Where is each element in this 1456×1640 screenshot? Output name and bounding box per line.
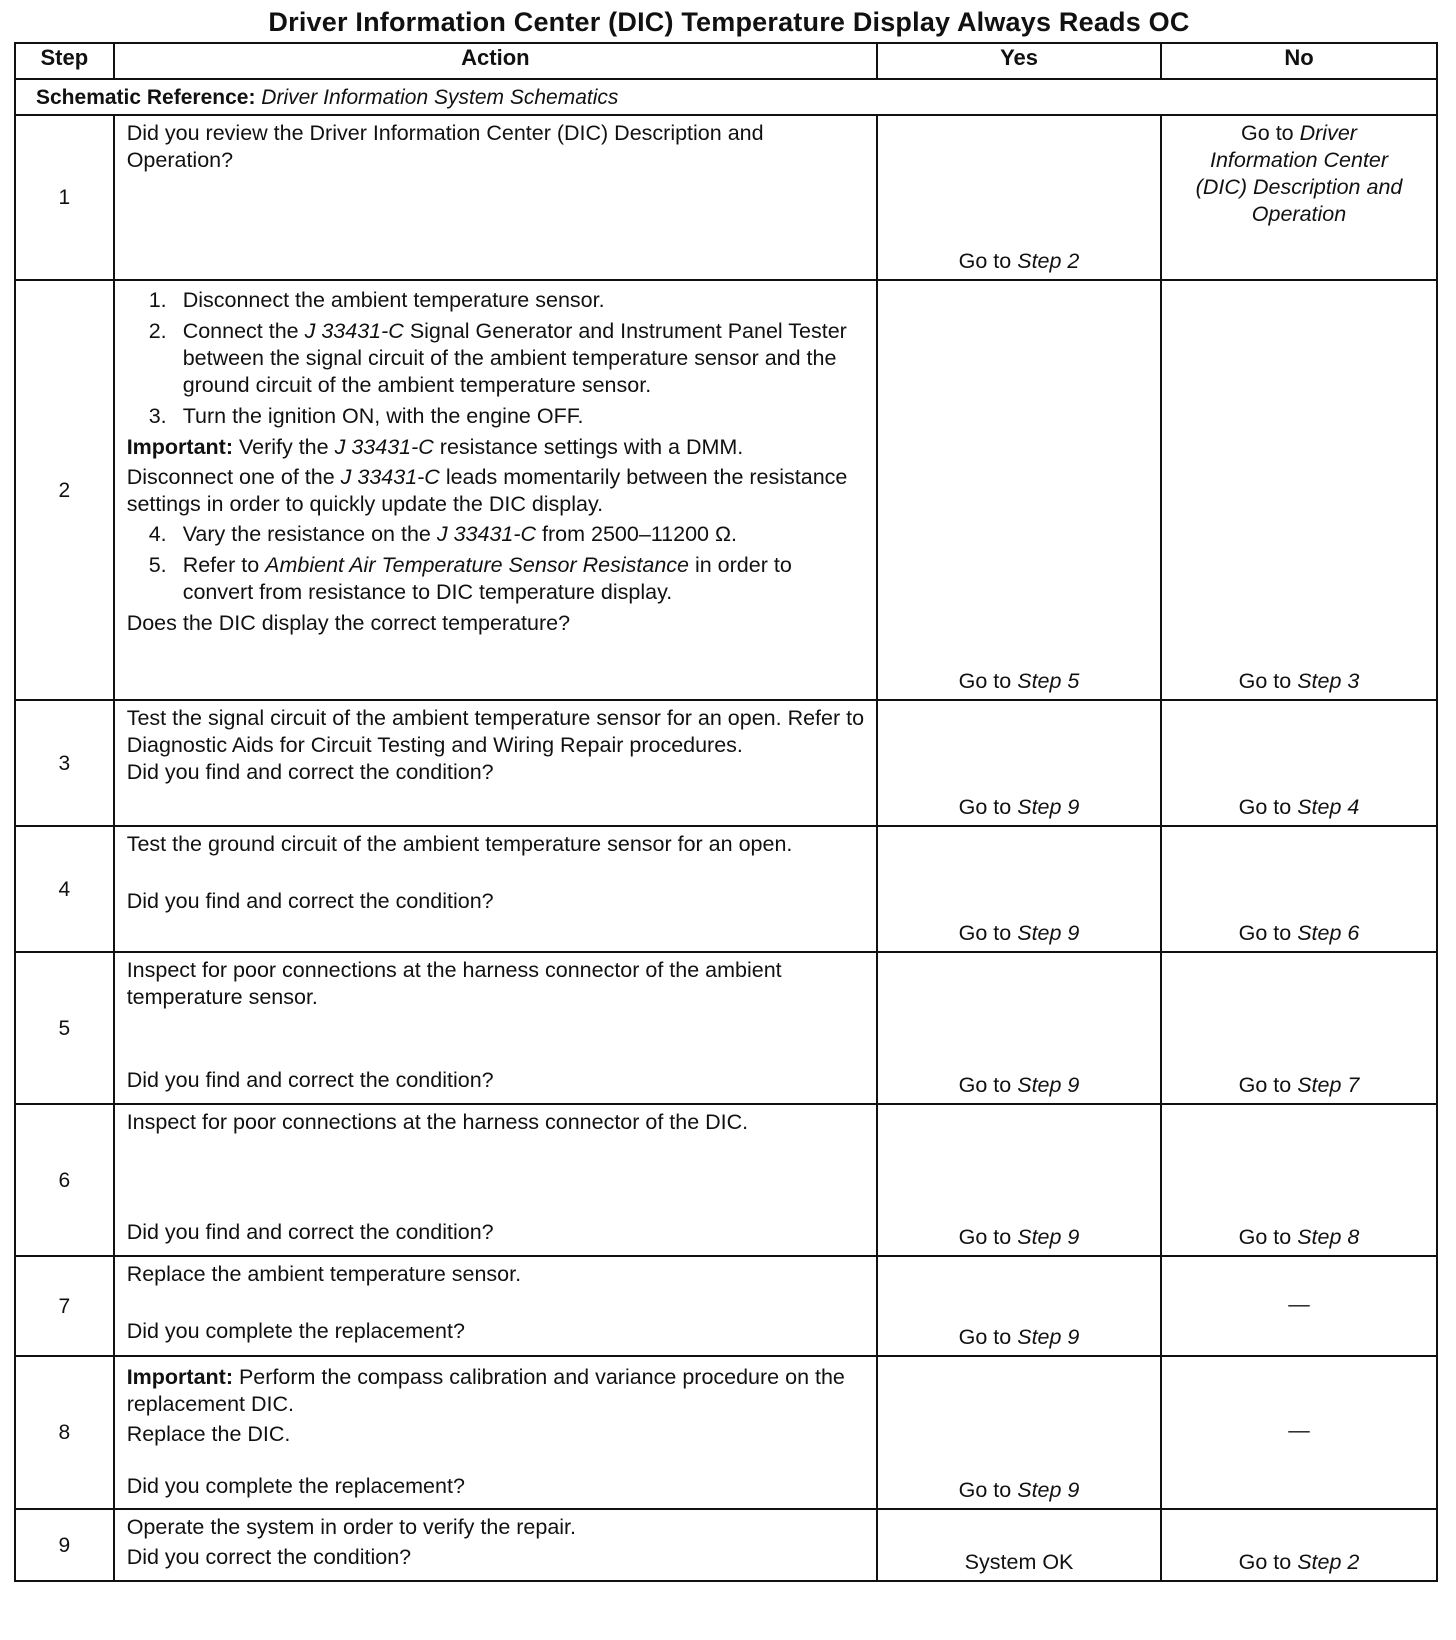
yes-cell [877,952,1161,1104]
no-dash: — [1288,1418,1310,1442]
no-cell [1161,952,1437,1104]
table-row [15,1356,1437,1509]
list-item-text: Turn the ignition ON, with the engine OFF. [182,404,584,428]
yes-cell [877,1356,1161,1509]
action-cell [114,115,877,280]
step-number: 4 [15,826,114,952]
action-text: Inspect for poor connections at the harness connector of the ambient temperature sensor. [126,958,782,1009]
question-text: Did you find and correct the condition? [126,760,494,784]
action-cell [114,1356,877,1509]
go-to-label: Go to [958,1225,1012,1249]
question-text: Did you find and correct the condition? [126,1220,494,1244]
go-to-label: Go to [958,1325,1012,1349]
action-cell [114,700,877,826]
important-label: Important: [126,435,233,459]
list-item-text: Disconnect the ambient temperature sensor. [182,288,605,312]
table-row [15,826,1437,952]
note-text: leads momentarily between the resistance settings in order to quickly update the DIC display. [126,465,848,516]
note-text: Perform the compass calibration and variance procedure on the replacement DIC. [126,1365,845,1416]
table-header-row [15,43,1437,79]
list-item: 2. Connect the J 33431-C Signal Generator and Instrument Panel Tester between the signal circuit of the ambient temperature sensor and the ground circuit of the ambient temperature sensor. [148,319,847,397]
note-text: resistance settings with a DMM. [439,435,744,459]
no-cell [1161,1256,1437,1356]
yes-cell [877,826,1161,952]
no-step-link[interactable]: Step 2 [1297,1550,1360,1574]
action-text: Test the ground circuit of the ambient temperature sensor for an open. [126,832,793,856]
no-cell [1161,115,1437,280]
list-item: 1. Disconnect the ambient temperature sensor. [148,288,605,312]
yes-cell [877,1256,1161,1356]
schematic-label: Schematic Reference: [36,86,256,109]
important-note [127,1364,866,1418]
table-row [15,952,1437,1104]
yes-step-link[interactable]: Step 9 [1017,1073,1080,1097]
go-to-label: Go to [1238,795,1292,819]
no-step-link[interactable]: Driver Information Center (DIC) Description and Operation [1195,121,1403,226]
yes-step-link[interactable]: Step 9 [1017,1225,1080,1249]
important-label: Important: [126,1365,233,1389]
no-cell [1161,700,1437,826]
tool-reference: J 33431-C [334,435,434,459]
table-row [15,700,1437,826]
yes-step-link[interactable]: Step 9 [1017,1478,1080,1502]
header-action: Action [114,43,877,79]
go-to-label: Go to [958,795,1012,819]
list-item: 5. Refer to Ambient Air Temperature Sensor Resistance in order to convert from resistance to DIC temperature display. [148,553,792,604]
step-number: 3 [15,700,114,826]
go-to-label: Go to [958,249,1012,273]
table-row [15,1256,1437,1356]
tool-reference: J 33431-C [436,522,537,546]
yes-cell [877,1509,1161,1581]
no-cell [1161,826,1437,952]
go-to-label: Go to [958,921,1012,945]
action-text: Replace the DIC. [126,1422,291,1446]
go-to-label: Go to [1238,921,1292,945]
action-text: Did you review the Driver Information Center (DIC) Description and Operation? [126,121,764,172]
important-note [127,434,866,461]
table-row [15,280,1437,700]
schematic-reference-row [15,79,1437,115]
action-cell [114,1104,877,1256]
question-text: Did you correct the condition? [126,1545,412,1569]
yes-cell [877,700,1161,826]
step-number: 9 [15,1509,114,1581]
reference-link[interactable]: Ambient Air Temperature Sensor Resistance [265,553,689,577]
action-cell [114,952,877,1104]
no-cell [1161,280,1437,700]
step-number: 7 [15,1256,114,1356]
no-cell [1161,1356,1437,1509]
note-text: Verify the [238,435,329,459]
go-to-label: Go to [958,669,1012,693]
action-text: Replace the ambient temperature sensor. [126,1262,522,1286]
action-text: Test the signal circuit of the ambient temperature sensor for an open. Refer to Diagnostic Aids for Circuit Testing and Wiring Repair procedures. [126,706,865,757]
no-step-link[interactable]: Step 8 [1297,1225,1360,1249]
go-to-label: Go to [1238,1225,1292,1249]
list-item-text: from 2500–11200 Ω. [542,522,738,546]
list-item-text: Signal Generator and Instrument Panel Tester between the signal circuit of the ambient temperature sensor and the ground circuit of the ambient temperature sensor. [182,319,847,397]
page-title: Driver Information Center (DIC) Temperature Display Always Reads OC [268,7,1190,37]
tool-reference: J 33431-C [340,465,440,489]
question-text: Did you complete the replacement? [126,1474,465,1498]
table-row [15,1509,1437,1581]
yes-step-link[interactable]: Step 9 [1017,795,1080,819]
step-number: 8 [15,1356,114,1509]
yes-step-link[interactable]: Step 9 [1017,1325,1080,1349]
yes-result: System OK [964,1550,1074,1574]
header-yes: Yes [877,43,1161,79]
action-text: Inspect for poor connections at the harness connector of the DIC. [126,1110,749,1134]
schematic-link[interactable]: Driver Information System Schematics [261,86,619,109]
go-to-label: Go to [1238,1073,1292,1097]
no-step-link[interactable]: Step 6 [1297,921,1360,945]
action-cell [114,826,877,952]
note-text: Disconnect one of the [126,465,335,489]
yes-step-link[interactable]: Step 2 [1017,249,1080,273]
step-number: 6 [15,1104,114,1256]
question-text: Did you complete the replacement? [126,1319,465,1343]
go-to-label: Go to [1241,121,1294,145]
tool-reference: J 33431-C [304,319,404,343]
action-text: Operate the system in order to verify the repair. [126,1515,577,1539]
action-cell [114,1509,877,1581]
list-item-text: in order to convert from resistance to DIC temperature display. [182,553,792,604]
header-step: Step [15,43,114,79]
schematic-reference [15,79,1437,115]
no-cell [1161,1509,1437,1581]
no-step-link[interactable]: Step 7 [1297,1073,1360,1097]
list-item-text: Refer to [182,553,260,577]
yes-step-link[interactable]: Step 5 [1017,669,1080,693]
step-number: 1 [15,115,114,280]
no-dash: — [1288,1291,1310,1316]
go-to-label: Go to [958,1478,1012,1502]
list-item: 3. Turn the ignition ON, with the engine OFF. [148,404,584,428]
table-row [15,1104,1437,1256]
question-text: Does the DIC display the correct temperature? [126,611,571,635]
header-no: No [1161,43,1437,79]
yes-step-link[interactable]: Step 9 [1017,921,1080,945]
table-row [15,115,1437,280]
go-to-label: Go to [1238,1550,1292,1574]
step-number: 2 [15,280,114,700]
go-to-label: Go to [1238,669,1292,693]
go-to-label: Go to [958,1073,1012,1097]
no-step-link[interactable]: Step 4 [1297,795,1360,819]
list-item-text: Connect the [182,319,299,343]
yes-cell [877,1104,1161,1256]
action-cell [114,1256,877,1356]
no-cell [1161,1104,1437,1256]
list-item: 4. Vary the resistance on the J 33431-C from 2500–11200 Ω. [148,522,738,546]
note-paragraph [127,464,866,518]
yes-cell [877,280,1161,700]
action-cell [114,280,877,700]
question-text: Did you find and correct the condition? [126,1068,494,1092]
yes-cell [877,115,1161,280]
diagnostic-table [14,42,1438,1582]
question-text: Did you find and correct the condition? [126,889,494,913]
step-number: 5 [15,952,114,1104]
list-item-text: Vary the resistance on the [182,522,431,546]
no-step-link[interactable]: Step 3 [1297,669,1360,693]
